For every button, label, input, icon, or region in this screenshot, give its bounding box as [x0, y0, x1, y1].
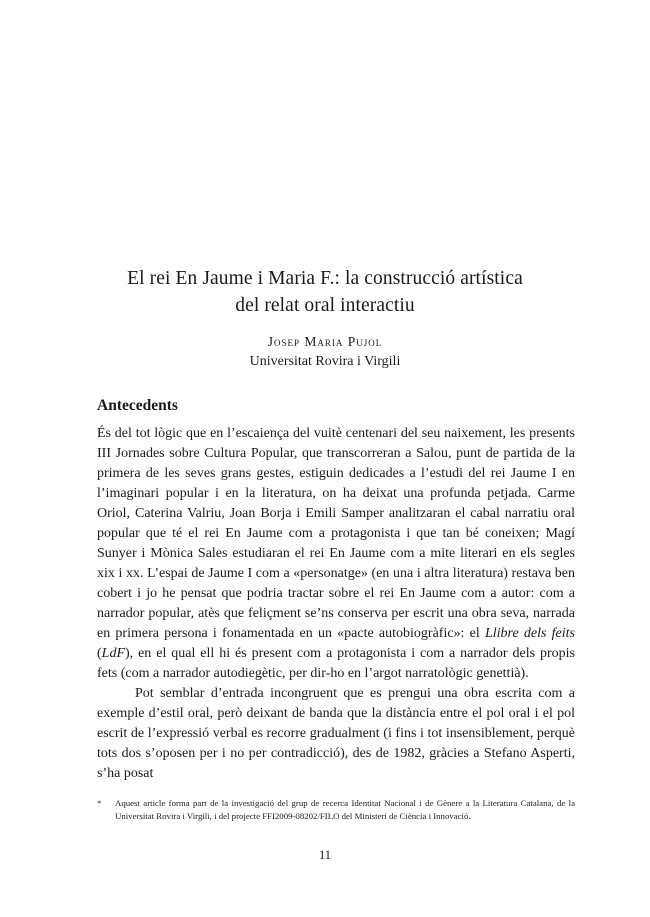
article-title [60, 265, 590, 319]
article-title-line-2: del relat oral interactiu [235, 295, 415, 316]
book-abbreviation-italic: LdF [101, 646, 126, 661]
paragraph-1-part-c: ), en el qual ell hi és present com a protagonista i com a narrador dels propis fets (com a narrador autodiegètic, per dir-ho en l’argot narratològic genettià). [97, 646, 575, 681]
footnote [97, 797, 575, 823]
book-title-italic: Llibre dels feits [484, 626, 576, 641]
paragraph-1 [97, 424, 575, 684]
paragraph-1-part-a: És del tot lògic que en l’escaiença del vuitè centenari del seu naixement, les presents III Jornades sobre Cultura Popular, que transcorreran a Salou, punt de partida de la primera de les seves grans gestes, estiguin dedicades a l’estudi del rei Jaume I en l’imaginari popular i en la literatura, on ha deixat una profunda petjada. Carme Oriol, Caterina Valriu, Joan Borja i Emili Samper analitzaran el cabal narratiu oral popular que té el rei En Jaume com a protagonista i que tan bé coneixen; Magí Sunyer i Mònica Sales estudiaran el rei En Jaume com a mite literari en els segles xix i xx. L’espai de Jaume I com a «personatge» (en una i altra literatura) restava ben cobert i jo he pensat que podria tractar sobre el rei En Jaume com a autor: com a narrador popular, atès que feliçment se’ns conserva per escrit una obra seva, narrada en primera persona i fonamentada en un «pacte autobiogràfic»: el [97, 426, 575, 641]
article-title-line-1: El rei En Jaume i Maria F.: la construcció artística [127, 268, 523, 289]
paragraph-1-part-b: ( [97, 646, 102, 661]
paragraph-2: Pot semblar d’entrada incongruent que es prengui una obra escrita com a exemple d’estil oral, però deixant de banda que la distància entre el pol oral i el pol escrit de l’expressió verbal es recorre gradualment (i fins i tot insensiblement, perquè tots dos s’oposen per i no per contradicció), des de 1982, gràcies a Stefano Asperti, s’ha posat [97, 686, 575, 781]
author-affiliation: Universitat Rovira i Virgili [249, 354, 401, 369]
body-text [97, 424, 575, 784]
footnote-text: Aquest article forma part de la investigació del grup de recerca Identitat Nacional i de Gènere a la Literatura Catalana, de la Universitat Rovira i Virgili, i del projecte FFI2009-08202/FILO del Ministeri de Ciència i Innovació. [115, 798, 575, 821]
section-heading: Antecedents [97, 397, 178, 414]
author-name: Josep Maria Pujol [267, 334, 383, 349]
footnote-mark: * [97, 798, 102, 808]
page-number: 11 [318, 848, 332, 862]
